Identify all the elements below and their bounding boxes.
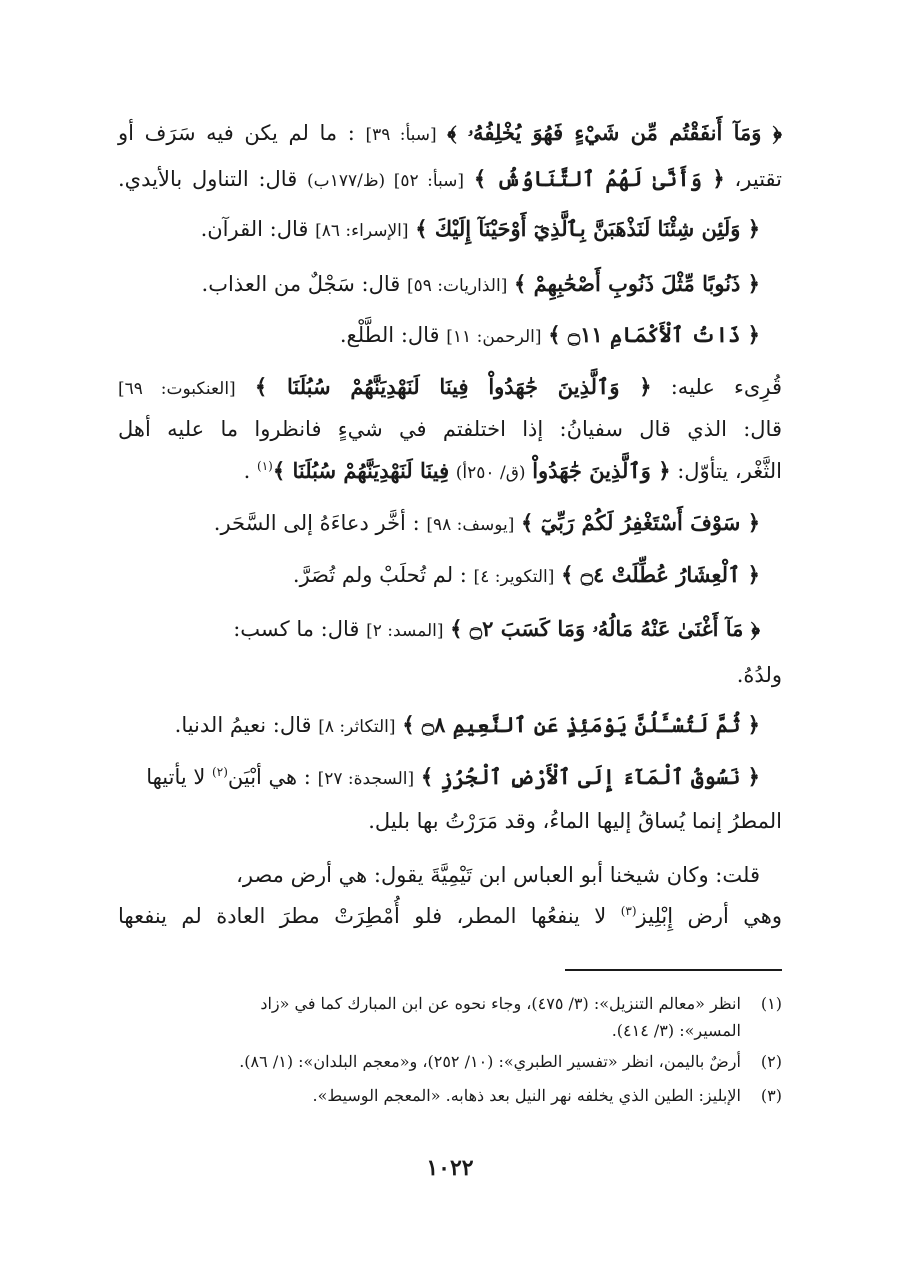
footnote-marker: (٣) — [620, 904, 637, 918]
quran-verse: ﴿ وَأَنَّىٰ لَهُمُ ٱلتَّنَاوُشُ ﴾ — [473, 166, 725, 191]
text-line — [118, 320, 760, 352]
commentary: : هي أبْيَن — [227, 765, 311, 789]
commentary: : ما لم يكن فيه سَرَف أو — [118, 121, 355, 145]
footnote-text: المسير»: (٣/ ٤١٤). — [611, 1021, 741, 1040]
quran-verse: ﴿ ثُمَّ لَتُسْـَٔلُنَّ يَوْمَئِذٍ عَنِ ٱلنَّعِيمِ ۝٨ ﴾ — [402, 712, 760, 737]
commentary: قال: القرآن. — [200, 217, 309, 241]
footnote-number: (٣) — [760, 1086, 782, 1105]
commentary: قلت: وكان شيخنا أبو العباس ابن تَيْمِيَّةَ يقول: هي أرض مصر، — [236, 863, 760, 887]
manuscript-folio: (ق/ ٢٥٠أ) — [455, 463, 526, 483]
commentary: الثَّغْر، يتأوّل: — [670, 459, 782, 483]
verse-reference: [يوسف: ٩٨] — [426, 515, 515, 535]
quran-verse: ﴿ وَٱلَّذِينَ جَٰهَدُواْ — [532, 458, 671, 483]
quran-verse: ﴿ وَٱلَّذِينَ جَٰهَدُواْ فِينَا لَنَهْدِيَنَّهُمْ سُبُلَنَا ﴾ — [254, 374, 652, 399]
text-line — [118, 118, 782, 150]
footnote — [118, 1049, 782, 1075]
commentary: قُرِىء عليه: — [651, 375, 782, 399]
verse-reference: [الرحمن: ١١] — [446, 327, 542, 347]
text-line — [118, 414, 782, 444]
footnote-number: (٢) — [760, 1052, 782, 1071]
commentary: لا يأتيها — [146, 765, 206, 789]
commentary: قال: الذي قال سفيانُ: إذا اختلفتم في شيءٍ فانظروا ما عليه أهل — [118, 417, 782, 441]
text-line — [118, 456, 782, 488]
quran-verse: فِينَا لَنَهْدِيَنَّهُمْ سُبُلَنَا ﴾ — [272, 458, 450, 483]
commentary: وهي أرض إِبْلِيز — [636, 904, 782, 928]
footnote — [118, 1083, 782, 1109]
text-line — [118, 614, 760, 646]
verse-reference: [التكاثر: ٨] — [318, 717, 396, 737]
footnote — [118, 991, 782, 1017]
footnote-text: انظر «معالم التنزيل»: (٣/ ٤٧٥)، وجاء نحوه عن ابن المبارك كما في «زاد — [260, 994, 741, 1013]
text-line — [118, 164, 782, 196]
page-number: ١٠٢٢ — [426, 1155, 474, 1181]
text-line — [118, 508, 760, 540]
commentary: قال: نعيمُ الدنيا. — [174, 713, 312, 737]
verse-reference: [سبأ: ٣٩] — [365, 125, 437, 145]
quran-verse: ﴿ ذَاتُ ٱلْأَكْمَامِ ۝١١ ﴾ — [548, 322, 760, 347]
commentary: تقتير، — [724, 167, 782, 191]
footnote-marker: (٢) — [212, 765, 228, 779]
text-line — [118, 560, 760, 592]
commentary: لا ينفعُها المطر، فلو أُمْطِرَتْ مطرَ العادة لم ينفعها — [118, 904, 607, 928]
footnote-text: أرضٌ باليمن، انظر «تفسير الطبري»: (١٠/ ٢٥٢)، و«معجم البلدان»: (١/ ٨٦). — [239, 1052, 741, 1071]
verse-reference: [الذاريات: ٥٩] — [406, 276, 508, 296]
footnote-text: الإبليز: الطين الذي يخلفه نهر النيل بعد ذهابه. «المعجم الوسيط». — [312, 1086, 741, 1105]
verse-reference: [التكوير: ٤] — [473, 567, 555, 587]
quran-verse: ﴿ ٱلْعِشَارُ عُطِّلَتْ ۝٤ ﴾ — [561, 562, 760, 587]
text-line — [118, 372, 782, 404]
commentary: المطرُ إنما يُساقُ إليها الماءُ، وقد مَرَرْتُ بها بليل. — [368, 809, 782, 833]
footnote-number: (١) — [760, 994, 782, 1013]
verse-reference: [سبأ: ٥٢] (ظ/١٧٧ب) — [307, 171, 465, 191]
quran-verse: ﴿ مَآ أَغْنَىٰ عَنْهُ مَالُهُۥ وَمَا كَسَبَ ۝٢ ﴾ — [450, 616, 760, 641]
verse-reference: [السجدة: ٢٧] — [317, 769, 415, 789]
text-line — [118, 806, 782, 836]
quran-verse: ﴿ سَوْفَ أَسْتَغْفِرُ لَكُمْ رَبِّيٓ ﴾ — [521, 510, 760, 535]
text-line — [118, 214, 760, 246]
footnote-marker: (١) — [257, 459, 273, 473]
commentary: : أخَّر دعاءَهُ إلى السَّحَر. — [213, 511, 420, 535]
quran-verse: ﴿ ذَنُوبًا مِّثْلَ ذَنُوبِ أَصْحَٰبِهِمْ ﴾ — [514, 271, 760, 296]
commentary: . — [243, 459, 251, 483]
quran-verse: ﴿ وَمَآ أَنفَقْتُم مِّن شَيْءٍ فَهُوَ يُخْلِفُهُۥ ﴾ — [447, 120, 782, 145]
text-line — [118, 269, 760, 301]
quran-verse: ﴿ وَلَئِن شِئْنَا لَنَذْهَبَنَّ بِٱلَّذِيٓ أَوْحَيْنَآ إِلَيْكَ ﴾ — [415, 216, 760, 241]
commentary: قال: التناول بالأيدي. — [118, 167, 298, 191]
verse-reference: [الإسراء: ٨٦] — [315, 221, 409, 241]
verse-reference: [العنكبوت: ٦٩] — [118, 379, 236, 399]
commentary: قال: سَجْلٌ من العذاب. — [201, 272, 401, 296]
text-line — [118, 710, 760, 742]
text-line — [118, 762, 760, 794]
footnote-separator — [565, 969, 782, 971]
verse-reference: [المسد: ٢] — [366, 621, 444, 641]
commentary: قال: الطَّلْع. — [339, 323, 440, 347]
text-line — [118, 660, 782, 690]
commentary: قال: ما كسب: — [233, 617, 360, 641]
footnote — [118, 1018, 782, 1044]
commentary: ولدُهُ. — [736, 663, 782, 687]
text-line — [118, 901, 782, 931]
quran-verse: ﴿ نَسُوقُ ٱلْمَآءَ إِلَى ٱلْأَرْضِ ٱلْجُرُزِ ﴾ — [420, 764, 760, 789]
text-line — [118, 860, 760, 890]
commentary: : لم تُحلَبْ ولم تُصَرَّ. — [292, 563, 467, 587]
